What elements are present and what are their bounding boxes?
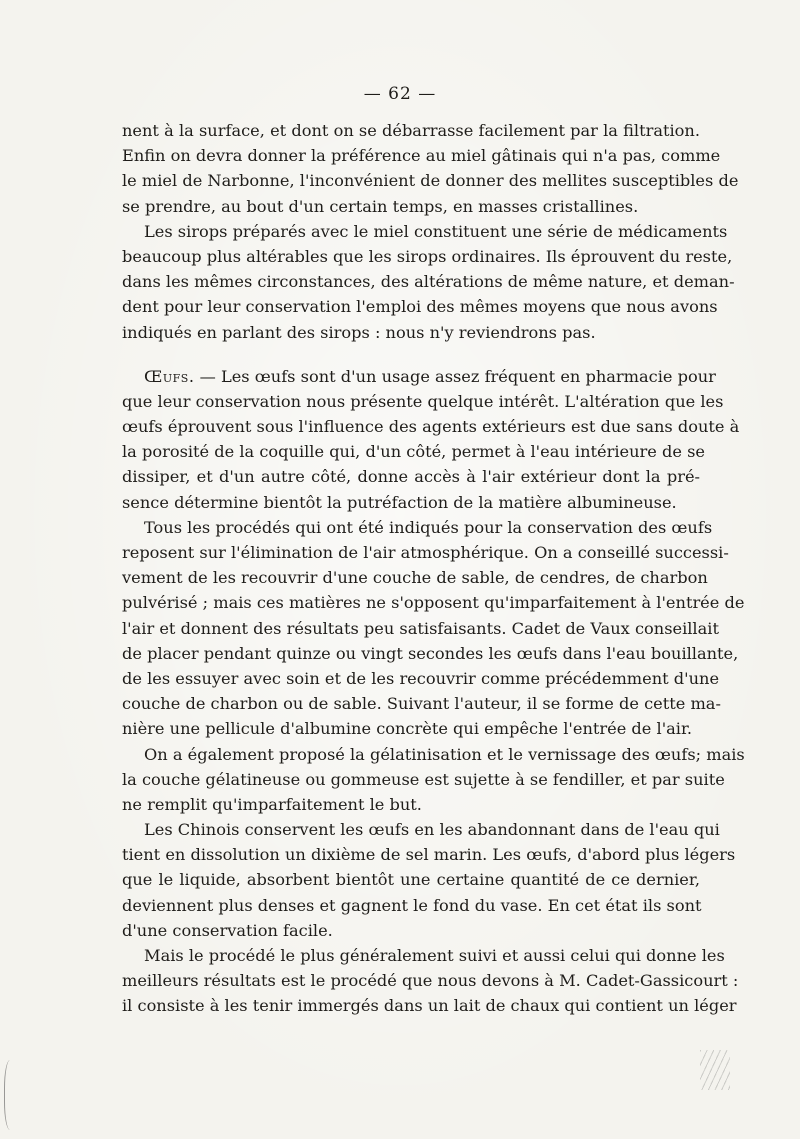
text-line: pulvérisé ; mais ces matières ne s'opposent qu'imparfaitement à l'entrée de [122, 593, 745, 613]
text-line: On a également proposé la gélatinisation et le vernissage des œufs; mais [144, 744, 745, 764]
page-number: — 62 — [363, 84, 437, 104]
paragraph [122, 943, 739, 1019]
paragraph [122, 742, 745, 818]
text-line: Tous les procédés qui ont été indiqués pour la conservation des œufs [144, 517, 713, 537]
text-line: la couche gélatineuse ou gommeuse est sujette à se fendiller, et par suite [122, 769, 725, 789]
text-line: il consiste à les tenir immergés dans un lait de chaux qui contient un léger [122, 996, 737, 1016]
text-line: nière une pellicule d'albumine concrète qui empêche l'entrée de l'air. [122, 719, 693, 739]
paragraph [122, 219, 735, 345]
text-line: beaucoup plus altérables que les sirops ordinaires. Ils éprouvent du reste, [122, 246, 733, 266]
text-line: dent pour leur conservation l'emploi des mêmes moyens que nous avons [122, 297, 718, 317]
text-line: couche de charbon ou de sable. Suivant l'auteur, il se forme de cette ma- [122, 694, 721, 714]
text-line: le miel de Narbonne, l'inconvénient de donner des mellites susceptibles de [122, 171, 739, 191]
margin-pencil-mark [4, 1060, 19, 1130]
text-line: que le liquide, absorbent bientôt une certaine quantité de ce dernier, [122, 870, 700, 890]
text-line: Les sirops préparés avec le miel constituent une série de médicaments [144, 221, 728, 241]
text-line: Les Chinois conservent les œufs en les abandonnant dans de l'eau qui [144, 820, 720, 840]
text-line: la porosité de la coquille qui, d'un côté, permet à l'eau intérieure de se [122, 442, 705, 462]
text-line: Mais le procédé le plus généralement suivi et aussi celui qui donne les [144, 946, 725, 965]
text-line: l'air et donnent des résultats peu satisfaisants. Cadet de Vaux conseillait [122, 618, 719, 638]
text-line: nent à la surface, et dont on se débarrasse facilement par la filtration. [122, 121, 700, 140]
text-line: deviennent plus denses et gagnent le fond du vase. En cet état ils sont [122, 895, 702, 915]
text-line: indiqués en parlant des sirops : nous n'y reviendrons pas. [122, 322, 596, 342]
body-text [122, 118, 745, 1019]
paragraph [122, 364, 740, 515]
ink-bleed-mark [700, 1050, 730, 1090]
paragraph [122, 118, 739, 219]
text-line [122, 364, 716, 389]
text-line: de les essuyer avec soin et de les recouvrir comme précédemment d'une [122, 668, 720, 688]
text-line: œufs éprouvent sous l'influence des agents extérieurs est due sans doute à [122, 417, 740, 437]
section-heading: Œufs. [144, 366, 195, 386]
text-line: d'une conservation facile. [122, 920, 333, 940]
text-line: vement de les recouvrir d'une couche de sable, de cendres, de charbon [122, 568, 708, 588]
text-line: dans les mêmes circonstances, des altérations de même nature, et deman- [122, 272, 735, 292]
paragraph [122, 515, 745, 742]
text-line: tient en dissolution un dixième de sel marin. Les œufs, d'abord plus légers [122, 845, 736, 865]
text-line: se prendre, au bout d'un certain temps, en masses cristallines. [122, 196, 639, 216]
text-line: dissiper, et d'un autre côté, donne accès à l'air extérieur dont la pré- [122, 467, 700, 487]
text-line: que leur conservation nous présente quelque intérêt. L'altération que les [122, 391, 724, 411]
section-gap [122, 345, 700, 364]
text-line: meilleurs résultats est le procédé que nous devons à M. Cadet-Gassicourt : [122, 971, 739, 991]
text-line: reposent sur l'élimination de l'air atmosphérique. On a conseillé successi- [122, 543, 729, 562]
text-line: Enfin on devra donner la préférence au miel gâtinais qui n'a pas, comme [122, 146, 721, 166]
text-line: sence détermine bientôt la putréfaction de la matière albumineuse. [122, 492, 677, 512]
text-fragment: — Les œufs sont d'un usage assez fréquent en pharmacie pour [194, 366, 716, 386]
paragraph [122, 817, 736, 943]
text-line: ne remplit qu'imparfaitement le but. [122, 794, 422, 814]
text-line: de placer pendant quinze ou vingt secondes les œufs dans l'eau bouillante, [122, 643, 739, 663]
